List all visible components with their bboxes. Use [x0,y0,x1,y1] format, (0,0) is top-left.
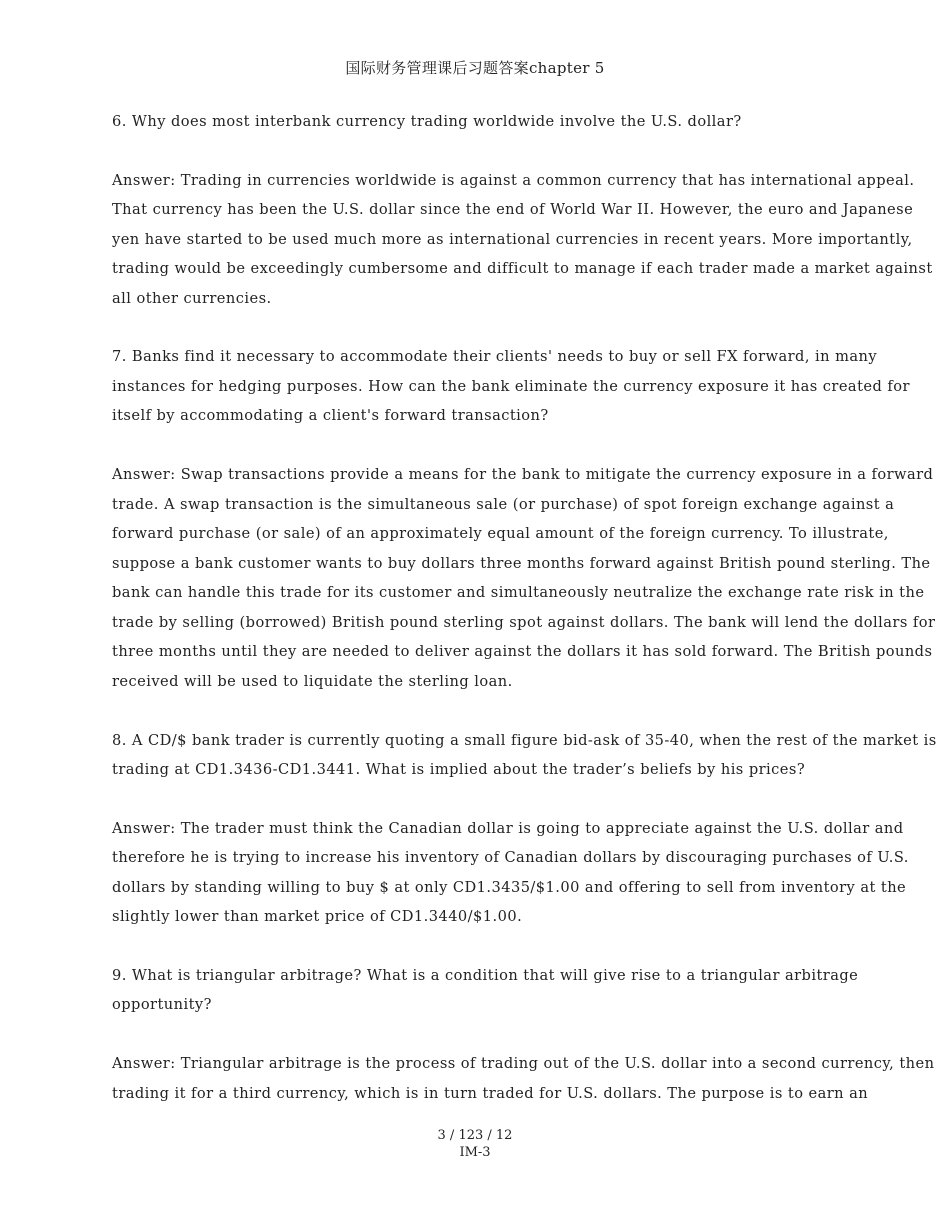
answer-8-line: Answer: The trader must think the Canadian dollar is going to appreciate against the U.S. dollar and [112,820,904,837]
page-code: IM-3 [459,1145,491,1160]
question-8-line: trading at CD1.3436-CD1.3441. What is implied about the trader’s beliefs by his prices? [112,761,806,778]
answer-7-line: received will be used to liquidate the sterling loan. [112,673,513,690]
answer-8-line: dollars by standing willing to buy $ at only CD1.3435/$1.00 and offering to sell from inventory at the [112,879,907,896]
answer-6-line: Answer: Trading in currencies worldwide is against a common currency that has international appeal. [112,172,915,189]
answer-7-line: three months until they are needed to deliver against the dollars it has sold forward. The British pounds [112,643,933,660]
question-9-line: opportunity? [112,996,212,1013]
answer-7-line: trade. A swap transaction is the simultaneous sale (or purchase) of spot foreign exchange against a [112,496,895,513]
question-7-line: 7. Banks find it necessary to accommodate their clients' needs to buy or sell FX forward, in many [112,348,878,365]
question-6: 6. Why does most interbank currency trading worldwide involve the U.S. dollar? [112,113,742,130]
answer-8-line: slightly lower than market price of CD1.3440/$1.00. [112,908,523,925]
question-8-line: 8. A CD/$ bank trader is currently quoting a small figure bid-ask of 35-40, when the rest of the market is [112,732,937,749]
answer-8-line: therefore he is trying to increase his inventory of Canadian dollars by discouraging purchases of U.S. [112,849,909,866]
page-number: 3 / 123 / 12 [437,1128,513,1143]
answer-6-line: That currency has been the U.S. dollar since the end of World War II. However, the euro and Japanese [112,201,914,218]
question-7-line: itself by accommodating a client's forward transaction? [112,407,549,424]
answer-9-line: trading it for a third currency, which is in turn traded for U.S. dollars. The purpose is to earn an [112,1085,869,1102]
answer-7-line: trade by selling (borrowed) British pound sterling spot against dollars. The bank will lend the dollars for [112,614,936,631]
page-header-title: 国际财务管理课后习题答案chapter 5 [345,59,605,77]
answer-7-line: forward purchase (or sale) of an approximately equal amount of the foreign currency. To illustrate, [112,525,889,542]
answer-7-line: bank can handle this trade for its customer and simultaneously neutralize the exchange rate risk in the [112,584,925,601]
answer-6-line: yen have started to be used much more as international currencies in recent years. More importantly, [112,231,913,248]
answer-7-line: Answer: Swap transactions provide a means for the bank to mitigate the currency exposure in a forward [112,466,934,483]
answer-9-line: Answer: Triangular arbitrage is the process of trading out of the U.S. dollar into a second currency, then [112,1055,935,1072]
answer-6-line: all other currencies. [112,290,272,307]
question-9-line: 9. What is triangular arbitrage? What is a condition that will give rise to a triangular arbitrage [112,967,859,984]
answer-7-line: suppose a bank customer wants to buy dollars three months forward against British pound sterling. The [112,555,931,572]
question-7-line: instances for hedging purposes. How can the bank eliminate the currency exposure it has created for [112,378,910,395]
answer-6-line: trading would be exceedingly cumbersome and difficult to manage if each trader made a market against [112,260,933,277]
